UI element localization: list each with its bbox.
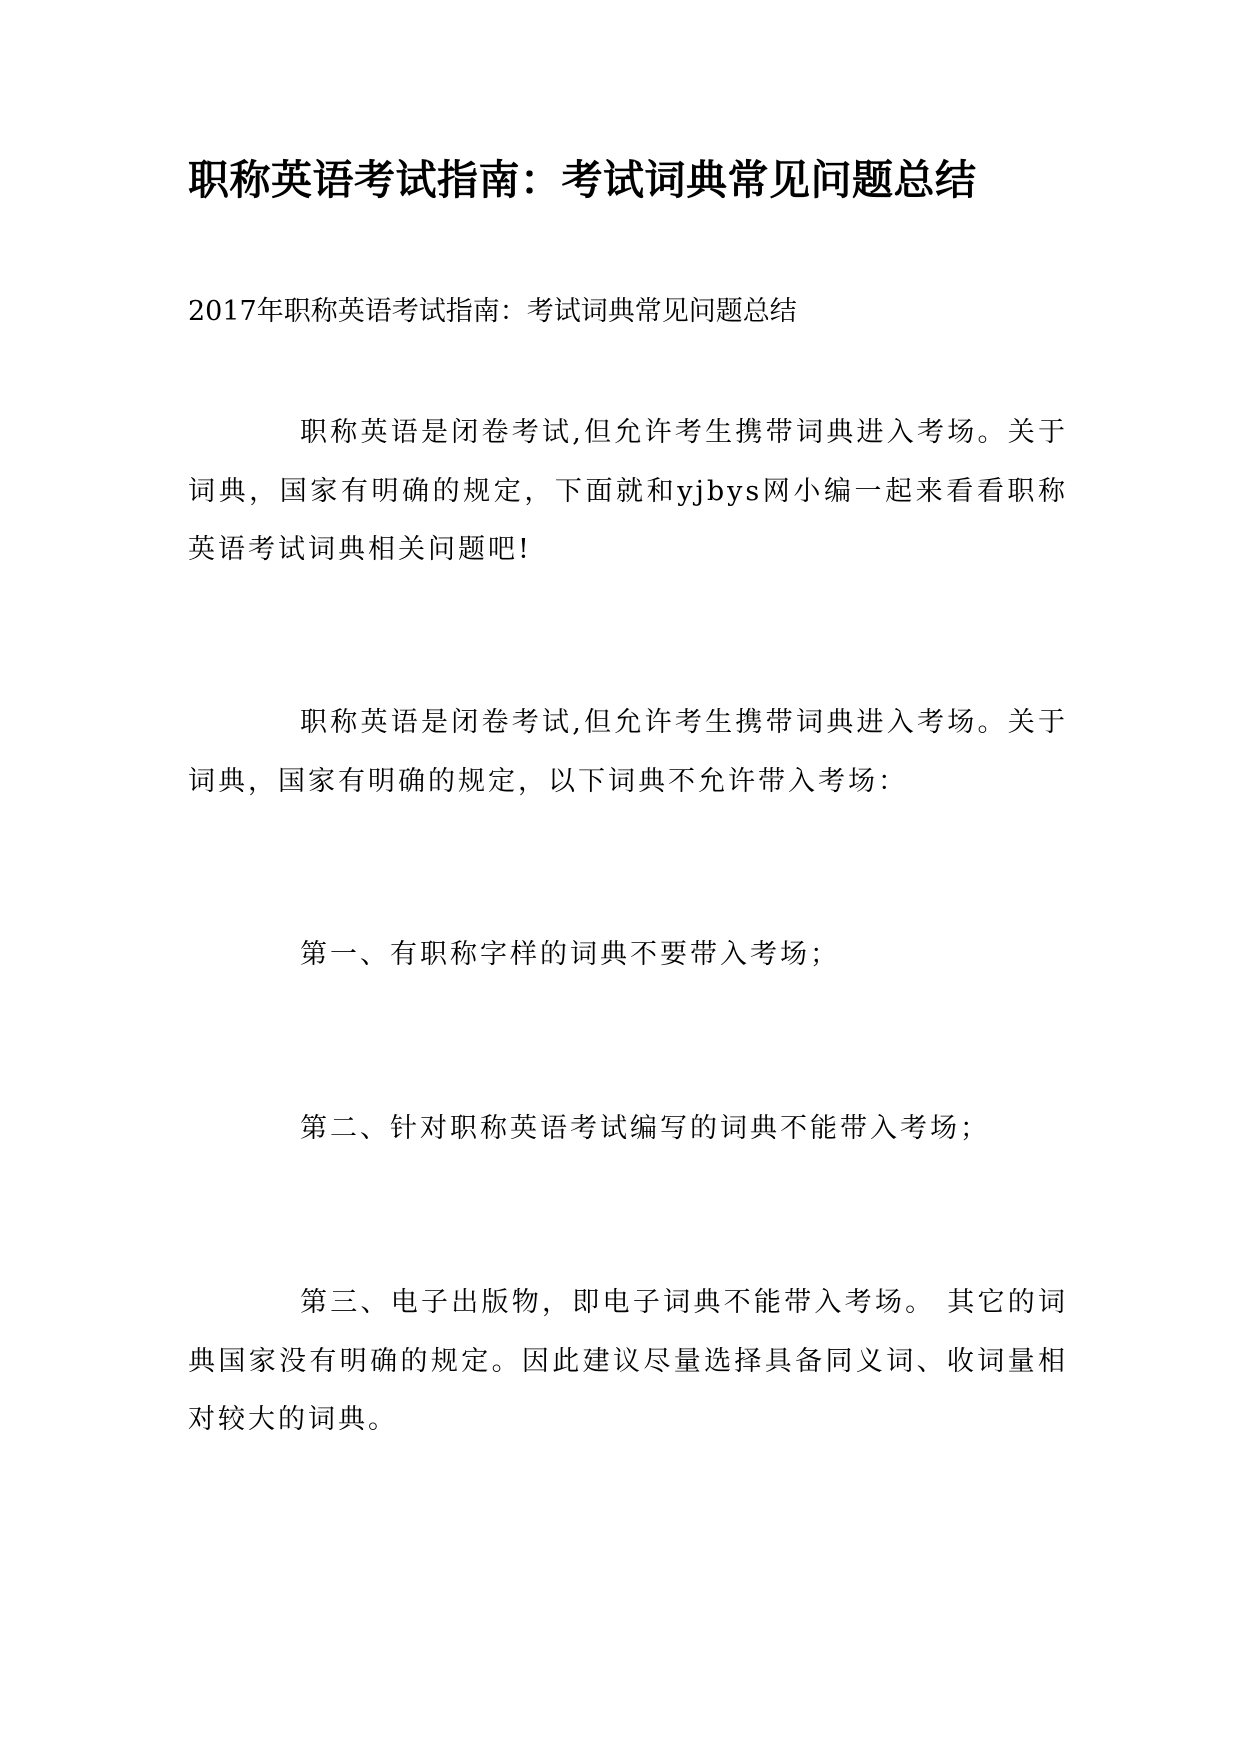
paragraph-intro: 职称英语是闭卷考试,但允许考生携带词典进入考场。关于词典，国家有明确的规定，下面就和yjbys网小编一起来看看职称英语考试词典相关问题吧! — [188, 417, 1068, 565]
paragraph-rules: 职称英语是闭卷考试,但允许考生携带词典进入考场。关于词典，国家有明确的规定，以下词典不允许带入考场： — [188, 707, 1068, 797]
document-subtitle: 2017年职称英语考试指南：考试词典常见问题总结 — [188, 296, 797, 327]
paragraph-rule-1: 第一、有职称字样的词典不要带入考场； — [300, 939, 840, 970]
document-title: 职称英语考试指南：考试词典常见问题总结 — [188, 156, 977, 204]
paragraph-rule-2: 第二、针对职称英语考试编写的词典不能带入考场； — [300, 1113, 990, 1144]
paragraph-rule-3: 第三、电子出版物，即电子词典不能带入考场。 其它的词典国家没有明确的规定。因此建议尽量选择具备同义词、收词量相对较大的词典。 — [188, 1287, 1068, 1435]
